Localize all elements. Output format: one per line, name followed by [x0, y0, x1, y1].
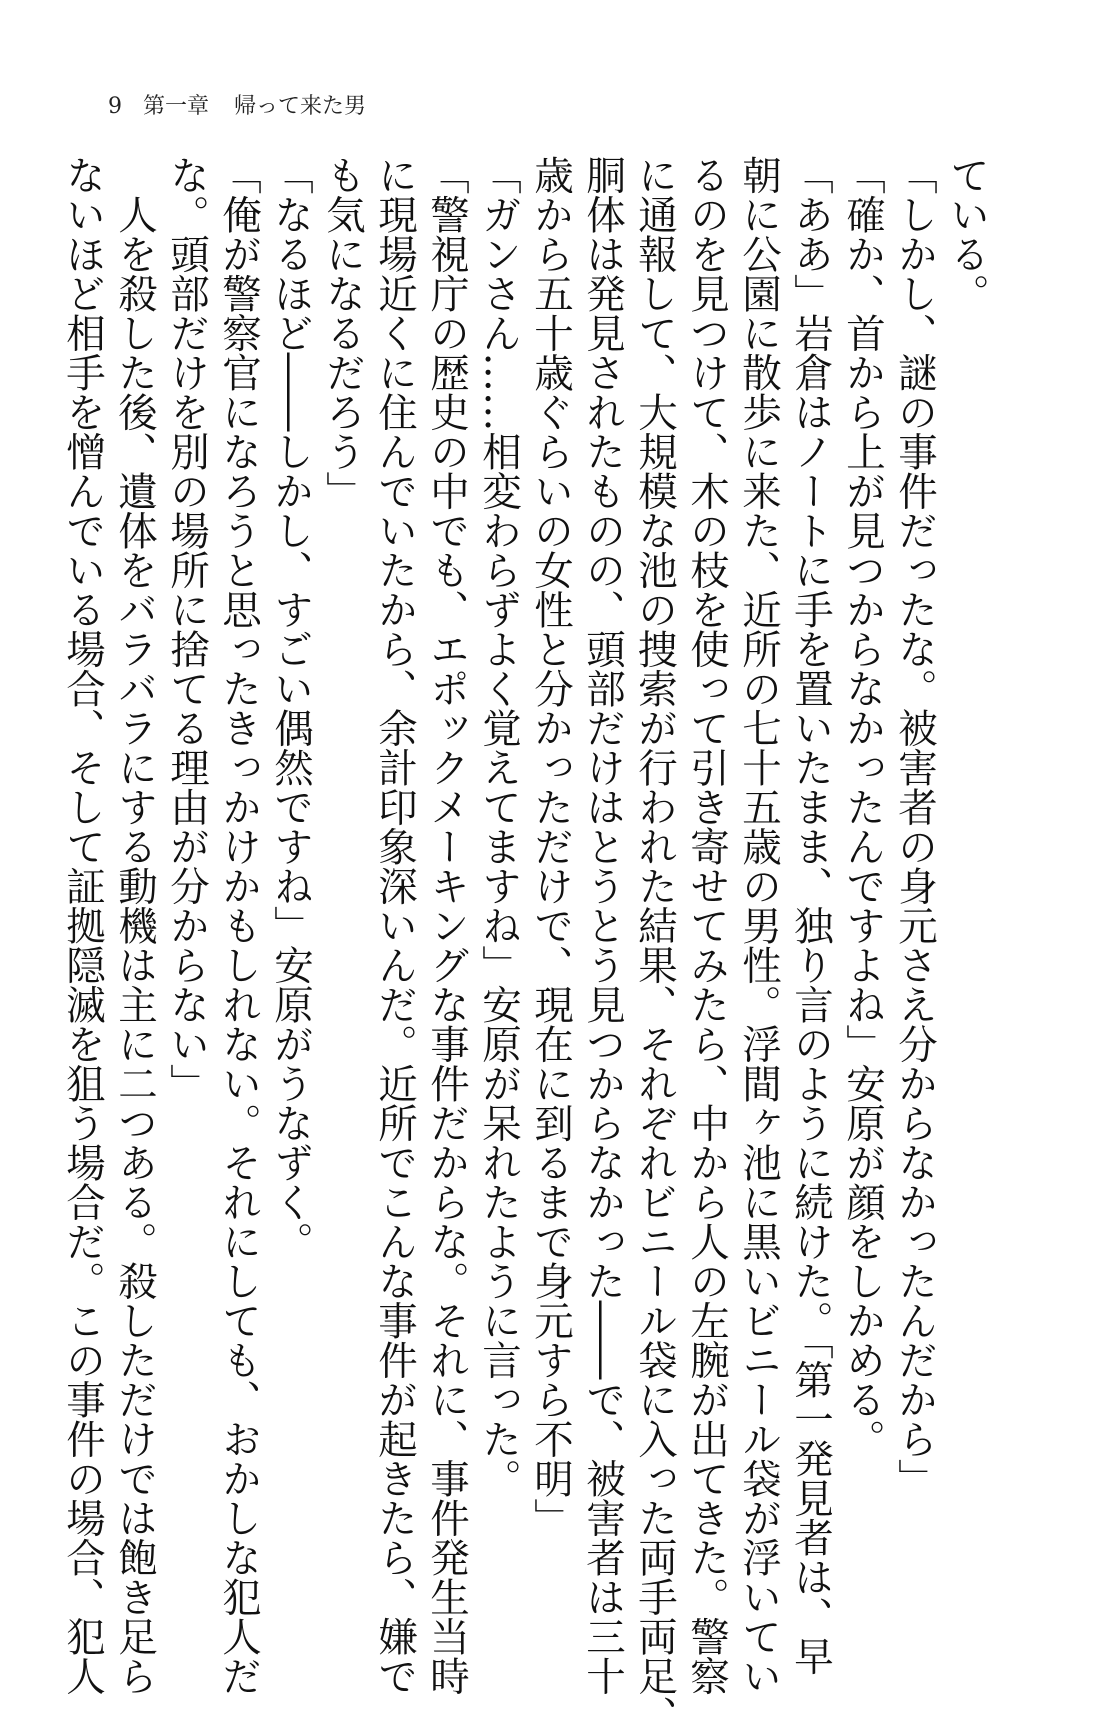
text-line: 歳から五十歳ぐらいの女性と分かっただけで、現在に到るまで身元すら不明」 — [528, 155, 574, 1538]
text-line: も気になるだろう」 — [320, 155, 366, 511]
running-header — [108, 92, 366, 122]
text-line: 朝に公園に散歩に来た、近所の七十五歳の男性。浮間ヶ池に黒いビニール袋が浮いてい — [736, 155, 782, 1696]
text-line: に現場近くに住んでいたから、余計印象深いんだ。近所でこんな事件が起きたら、嫌で — [372, 155, 418, 1696]
text-line: 「しかし、謎の事件だったな。被害者の身元さえ分からなかったんだから」 — [892, 155, 938, 1498]
text-line: るのを見つけて、木の枝を使って引き寄せてみたら、中から人の左腕が出てきた。警察 — [684, 155, 730, 1696]
text-line: に通報して、大規模な池の捜索が行われた結果、それぞれビニール袋に入った両手両足、 — [632, 155, 678, 1735]
chapter-label: 第一章 — [143, 94, 210, 119]
text-line: 「ああ」岩倉はノートに手を置いたまま、独り言のように続けた。「第一発見者は、早 — [788, 155, 834, 1676]
text-line: 人を殺した後、遺体をバラバラにする動機は主に二つある。殺しただけでは飽き足ら — [112, 155, 158, 1696]
page-number: 9 — [108, 94, 122, 119]
vertical-body-text — [60, 155, 993, 1735]
text-line: 「俺が警察官になろうと思ったきっかけかもしれない。それにしても、おかしな犯人だ — [216, 155, 262, 1696]
text-line: 「ガンさん……相変わらずよく覚えてますね」安原が呆れたように言った。 — [476, 155, 522, 1498]
text-line: 胴体は発見されたものの、頭部だけはとうとう見つからなかった――で、被害者は三十 — [580, 155, 626, 1696]
text-line: ている。 — [944, 155, 990, 313]
text-line: 「なるほど――しかし、すごい偶然ですね」安原がうなずく。 — [268, 155, 314, 1261]
text-line: な。頭部だけを別の場所に捨てる理由が分からない」 — [164, 155, 210, 1103]
text-line: ないほど相手を憎んでいる場合、そして証拠隠滅を狙う場合だ。この事件の場合、犯人 — [60, 155, 106, 1696]
text-line: 「確か、首から上が見つからなかったんですよね」安原が顔をしかめる。 — [840, 155, 886, 1459]
chapter-title: 帰って来た男 — [234, 94, 367, 119]
text-line: 「警視庁の歴史の中でも、エポックメーキングな事件だからな。それに、事件発生当時 — [424, 155, 470, 1696]
